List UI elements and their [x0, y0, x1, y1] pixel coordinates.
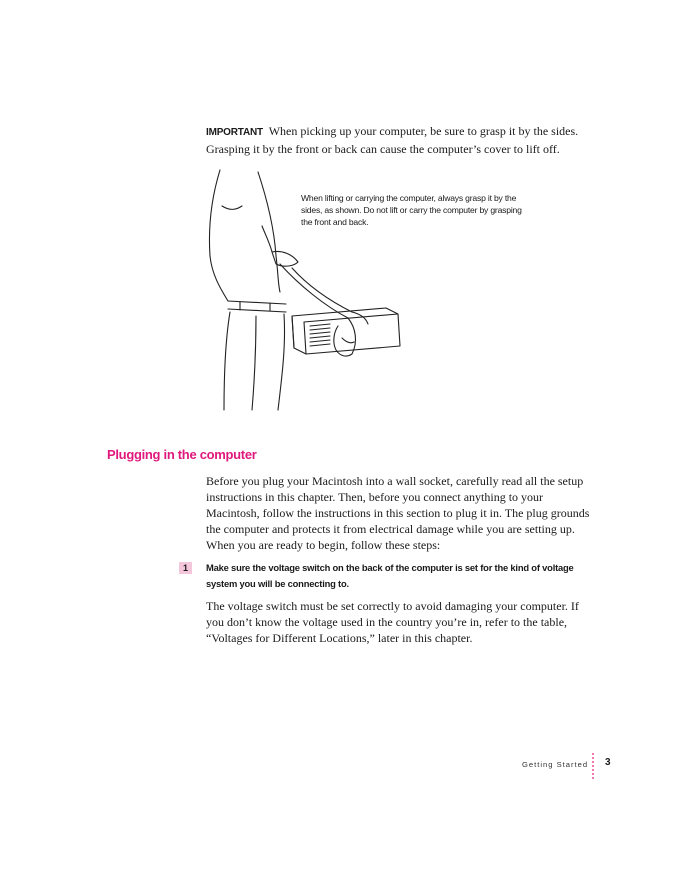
section-heading: Plugging in the computer	[107, 447, 257, 462]
followup-paragraph: The voltage switch must be set correctly to avoid damaging your computer. If you don’t know the voltage used in the country you’re in, refer to the table, “Voltages for Different Locations,” later in this chapter.	[206, 599, 579, 645]
important-label: IMPORTANT	[206, 127, 263, 138]
footer-chapter-title: Getting Started	[522, 760, 589, 769]
page-number: 3	[605, 757, 611, 768]
important-text: When picking up your computer, be sure to grasp it by the sides. Grasping it by the front or back can cause the computer’s cover to lift off.	[206, 124, 579, 156]
footer-dot-divider	[591, 752, 595, 782]
important-note	[206, 123, 606, 157]
section-intro-paragraph: Before you plug your Macintosh into a wall socket, carefully read all the setup instructions in this chapter. Then, before you connect anything to your Macintosh, follow the instructions in this section to plug it in. The plug grounds the computer and protects it from electrical damage while you are setting up. When you are ready to begin, follow these steps:	[206, 474, 590, 552]
figure-caption: When lifting or carrying the computer, always grasp it by the sides, as shown. Do not lift or carry the computer by grasping the front and back.	[301, 193, 522, 227]
step-instruction: Make sure the voltage switch on the back of the computer is set for the kind of voltage system you will be connecting to.	[206, 562, 574, 589]
step-number-badge: 1	[179, 562, 192, 574]
